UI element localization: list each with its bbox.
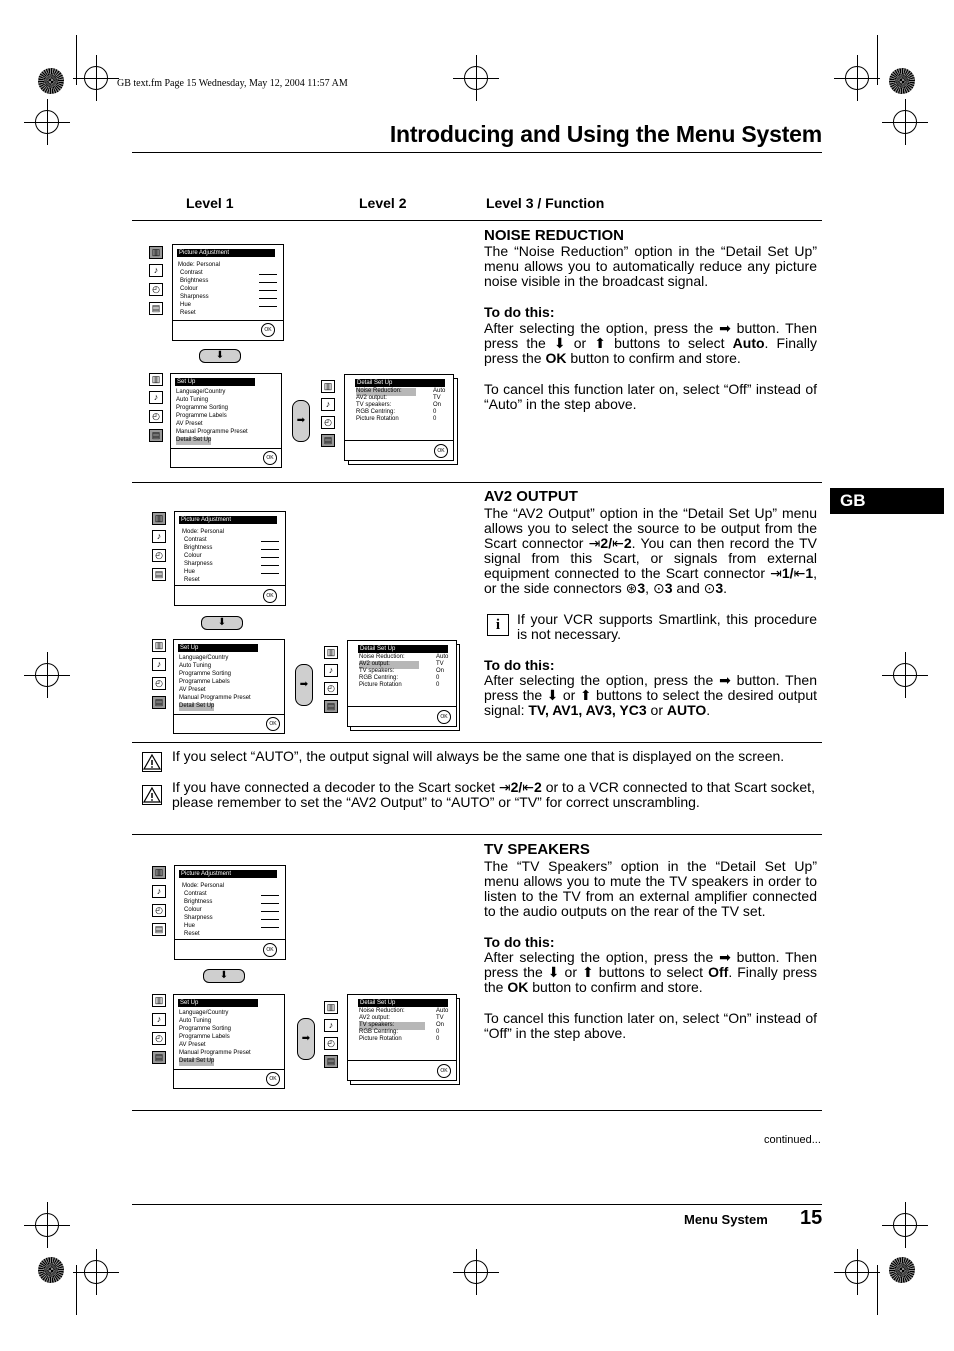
scart-input-icon: ⇥ bbox=[770, 565, 782, 581]
timer-menu-icon: ◴ bbox=[324, 682, 338, 695]
menu-item-selected: Noise Reduction: bbox=[356, 388, 416, 396]
slider-bar bbox=[259, 306, 277, 307]
speakers-cancel-text: To cancel this function later on, select “On” instead of “Off” in the step above. bbox=[484, 1010, 817, 1041]
detail-set-up-menu bbox=[344, 374, 454, 461]
ok-icon: OK bbox=[437, 1064, 451, 1078]
menu-item: Programme Sorting bbox=[179, 671, 232, 677]
page-title: Introducing and Using the Menu System bbox=[389, 121, 822, 147]
language-tab: GB bbox=[830, 488, 944, 514]
menu-item: Hue bbox=[180, 302, 192, 308]
slider-bar bbox=[259, 282, 277, 283]
menu-value: 0 bbox=[436, 675, 440, 681]
menu-item: Picture Rotation bbox=[356, 416, 399, 422]
menu-value: 0 bbox=[433, 409, 437, 415]
scart1b-label: 1 bbox=[805, 565, 814, 581]
scart-output-icon: ⇤ bbox=[522, 779, 535, 795]
side3a-label: 3 bbox=[637, 580, 646, 596]
menu-item: Hue bbox=[184, 569, 196, 575]
setup-menu-icon: ▤ bbox=[149, 429, 163, 442]
menu-title: Picture Adjustment bbox=[179, 516, 277, 524]
menu-item: RGB Centring: bbox=[359, 675, 399, 681]
registration-rosette bbox=[38, 68, 64, 94]
scart-output-icon: ⇤ bbox=[612, 535, 624, 551]
av2-period: . bbox=[723, 580, 728, 596]
ok-icon: OK bbox=[263, 451, 277, 465]
menu-item: Brightness bbox=[184, 899, 213, 905]
menu-title: Picture Adjustment bbox=[179, 870, 277, 878]
menu-item: Programme Labels bbox=[179, 1034, 230, 1040]
title-rule bbox=[132, 152, 822, 153]
menu-item: Auto Tuning bbox=[176, 397, 209, 403]
set-up-menu bbox=[170, 373, 282, 468]
ok-icon: OK bbox=[261, 323, 275, 337]
section-divider bbox=[132, 834, 822, 835]
av2-output-intro: The “AV2 Output” option in the “Detail Set Up” menu allows you to select the source to be output from the Scart connector ⇥2/⇤2. You can then record the TV signal from this Scart, or signals from external equipment connected to the Scart connector ⇥1/⇤1, or the side connectors ⊛3, ⊙3 and ⊙3. bbox=[484, 505, 818, 596]
picture-menu-icon: ▥ bbox=[324, 1001, 338, 1014]
setup-menu-icon: ▤ bbox=[324, 700, 338, 713]
level1-heading: Level 1 bbox=[186, 195, 234, 211]
crosshair-mark bbox=[84, 66, 108, 90]
menu-item: TV speakers: bbox=[356, 402, 392, 408]
picture-menu-icon: ▥ bbox=[152, 639, 166, 652]
ok-button-label: OK bbox=[545, 350, 567, 366]
ok-icon: OK bbox=[266, 717, 280, 731]
timer-menu-icon: ◴ bbox=[149, 410, 163, 423]
menu-item-selected: TV speakers: bbox=[359, 1022, 425, 1030]
slider-bar bbox=[261, 895, 279, 896]
noise-auto-option: Auto bbox=[732, 335, 765, 351]
down-arrow-button: ⬇ bbox=[201, 616, 243, 630]
menu-item-selected: Detail Set Up bbox=[179, 703, 215, 709]
menu-value: TV bbox=[436, 1015, 444, 1021]
menu-item: Sharpness bbox=[184, 915, 213, 921]
speakers-step1: After selecting the option, press the ➡ button. Then press the ⬇ or ⬆ buttons to select bbox=[484, 949, 817, 980]
sound-menu-icon: ♪ bbox=[324, 664, 338, 677]
sound-menu-icon: ♪ bbox=[149, 391, 163, 404]
noise-step2: . Finally press the bbox=[484, 335, 817, 366]
crop-mark bbox=[76, 1265, 77, 1315]
menu-separator bbox=[174, 1069, 284, 1070]
slider-bar bbox=[259, 274, 277, 275]
slider-bar bbox=[259, 290, 277, 291]
slider-bar bbox=[261, 557, 279, 558]
menu-item: Reset bbox=[180, 310, 196, 316]
timer-menu-icon: ◴ bbox=[152, 1032, 166, 1045]
menu-item: Contrast bbox=[184, 537, 207, 543]
menu-item: Language/Country bbox=[179, 655, 229, 661]
menu-mode: Mode: Personal bbox=[178, 262, 221, 268]
svideo-icon: ⊛ bbox=[625, 580, 638, 596]
menu-item: Reset bbox=[184, 577, 200, 583]
set-up-menu bbox=[173, 639, 285, 734]
menu-title: Set Up bbox=[175, 378, 255, 386]
warning-scart2: 2/ bbox=[510, 779, 523, 795]
menu-item: TV speakers: bbox=[359, 668, 395, 674]
noise-steps bbox=[484, 321, 817, 366]
slider-bar bbox=[261, 919, 279, 920]
menu-item: Programme Labels bbox=[179, 679, 230, 685]
menu-item: Picture Rotation bbox=[359, 1036, 402, 1042]
slider-bar bbox=[261, 565, 279, 566]
menu-item: AV Preset bbox=[176, 421, 203, 427]
speakers-step3: button to confirm and store. bbox=[528, 979, 703, 995]
crop-mark bbox=[76, 35, 77, 85]
scart-input-icon: ⇥ bbox=[498, 779, 511, 795]
slider-bar bbox=[261, 541, 279, 542]
sound-menu-icon: ♪ bbox=[321, 398, 335, 411]
crosshair-mark bbox=[84, 1260, 108, 1284]
menu-separator bbox=[348, 1060, 456, 1061]
scart2b-label: 2 bbox=[623, 535, 632, 551]
speakers-todo-heading: To do this: bbox=[484, 934, 555, 950]
side3b-label: 3 bbox=[664, 580, 673, 596]
section-divider bbox=[132, 220, 822, 221]
menu-item: Programme Labels bbox=[176, 413, 227, 419]
smartlink-note: If your VCR supports Smartlink, this procedure is not necessary. bbox=[517, 611, 817, 642]
info-icon: i bbox=[487, 614, 509, 636]
av2-auto-option: AUTO bbox=[666, 702, 707, 718]
detail-set-up-menu bbox=[347, 640, 457, 727]
menu-item: Brightness bbox=[180, 278, 209, 284]
menu-value: Auto bbox=[436, 1008, 449, 1014]
menu-title: Detail Set Up bbox=[358, 999, 448, 1007]
menu-value: TV bbox=[436, 661, 444, 667]
ok-icon: OK bbox=[266, 1072, 280, 1086]
menu-value: On bbox=[436, 1022, 445, 1028]
picture-menu-icon: ▥ bbox=[321, 380, 335, 393]
warning-decoder bbox=[172, 780, 817, 810]
speakers-step2: . Finally press the bbox=[484, 964, 817, 995]
set-up-menu bbox=[173, 994, 285, 1089]
right-arrow-button: ➡ bbox=[292, 400, 310, 442]
scart-input-icon: ⇥ bbox=[588, 535, 601, 551]
registration-rosette bbox=[38, 1257, 64, 1283]
tv-speakers-intro: The “TV Speakers” option in the “Detail Set Up” menu allows you to mute the TV speakers in order to listen to the TV from an external amplifier connected to the audio outputs on the rear of the TV set. bbox=[484, 858, 817, 919]
ok-icon: OK bbox=[263, 943, 277, 957]
audio-icon: ⊙ bbox=[703, 580, 716, 596]
crosshair-mark bbox=[35, 663, 59, 687]
menu-item: Noise Reduction: bbox=[359, 1008, 405, 1014]
side3c-label: 3 bbox=[715, 580, 724, 596]
slider-bar bbox=[261, 573, 279, 574]
registration-rosette bbox=[889, 1257, 915, 1283]
crop-mark bbox=[877, 35, 878, 85]
crosshair-mark bbox=[845, 66, 869, 90]
warning-decoder-a: If you have connected a decoder to the Scart socket bbox=[172, 779, 499, 795]
menu-item: Colour bbox=[184, 907, 202, 913]
slider-bar bbox=[261, 549, 279, 550]
slider-bar bbox=[261, 911, 279, 912]
scart-output-icon: ⇤ bbox=[793, 565, 806, 581]
menu-item: AV Preset bbox=[179, 687, 206, 693]
picture-adjustment-menu bbox=[174, 511, 286, 606]
menu-item: Picture Rotation bbox=[359, 682, 402, 688]
video-icon: ⊙ bbox=[652, 580, 665, 596]
menu-title: Detail Set Up bbox=[355, 379, 445, 387]
menu-value: On bbox=[433, 402, 442, 408]
menu-item: Reset bbox=[184, 931, 200, 937]
menu-separator bbox=[345, 440, 453, 441]
crosshair-mark bbox=[35, 110, 59, 134]
ok-icon: OK bbox=[434, 444, 448, 458]
menu-item-selected: Detail Set Up bbox=[179, 1058, 215, 1064]
sound-menu-icon: ♪ bbox=[152, 885, 166, 898]
sound-menu-icon: ♪ bbox=[324, 1019, 338, 1032]
menu-item: Hue bbox=[184, 923, 196, 929]
menu-separator bbox=[175, 585, 285, 586]
sound-menu-icon: ♪ bbox=[149, 264, 163, 277]
slider-bar bbox=[261, 927, 279, 928]
menu-item: AV Preset bbox=[179, 1042, 206, 1048]
av2-end: . bbox=[706, 702, 711, 718]
level3-heading: Level 3 / Function bbox=[486, 195, 605, 211]
picture-menu-icon: ▥ bbox=[152, 512, 166, 525]
section-divider bbox=[132, 1110, 822, 1111]
setup-menu-icon: ▤ bbox=[321, 434, 335, 447]
timer-menu-icon: ◴ bbox=[152, 904, 166, 917]
sound-menu-icon: ♪ bbox=[152, 530, 166, 543]
menu-value: Auto bbox=[436, 654, 449, 660]
menu-value: 0 bbox=[433, 416, 437, 422]
sound-menu-icon: ♪ bbox=[152, 1013, 166, 1026]
menu-separator bbox=[171, 448, 281, 449]
av2-intro-c: , or the side connectors bbox=[484, 565, 817, 596]
crosshair-mark bbox=[893, 663, 917, 687]
level2-heading: Level 2 bbox=[359, 195, 407, 211]
av2-intro-a: The “AV2 Output” option in the “Detail Set Up” menu allows you to select the source to be output from the Scart connector bbox=[484, 505, 817, 551]
menu-item: AV2 output: bbox=[356, 395, 387, 401]
menu-item: RGB Centring: bbox=[356, 409, 396, 415]
setup-menu-icon: ▤ bbox=[152, 923, 166, 936]
page-number: 15 bbox=[800, 1207, 823, 1229]
speakers-off-option: Off bbox=[708, 964, 729, 980]
noise-cancel-text: To cancel this function later on, select “Off” instead of “Auto” in the step above. bbox=[484, 381, 817, 412]
menu-item: Language/Country bbox=[179, 1010, 229, 1016]
menu-value: Auto bbox=[433, 388, 446, 394]
menu-item: Programme Sorting bbox=[176, 405, 229, 411]
registration-rosette bbox=[889, 68, 915, 94]
menu-item: Contrast bbox=[184, 891, 207, 897]
crop-mark bbox=[877, 1265, 878, 1315]
menu-item-selected: Detail Set Up bbox=[176, 437, 212, 443]
warning-icon bbox=[142, 785, 162, 805]
noise-reduction-heading: NOISE REDUCTION bbox=[484, 227, 625, 244]
down-arrow-button: ⬇ bbox=[199, 349, 241, 363]
file-info: GB text.fm Page 15 Wednesday, May 12, 2004 11:57 AM bbox=[117, 78, 348, 89]
menu-item: Auto Tuning bbox=[179, 1018, 212, 1024]
menu-item: Noise Reduction: bbox=[359, 654, 405, 660]
menu-value: TV bbox=[433, 395, 441, 401]
detail-set-up-menu bbox=[347, 994, 457, 1081]
ok-button-label: OK bbox=[507, 979, 529, 995]
timer-menu-icon: ◴ bbox=[324, 1037, 338, 1050]
ok-icon: OK bbox=[437, 710, 451, 724]
noise-reduction-intro: The “Noise Reduction” option in the “Detail Set Up” menu allows you to automatically reduce any picture noise visible in the broadcast signal. bbox=[484, 243, 817, 289]
setup-menu-icon: ▤ bbox=[324, 1055, 338, 1068]
picture-adjustment-menu bbox=[174, 865, 286, 960]
menu-value: 0 bbox=[436, 1036, 440, 1042]
warning-icon bbox=[142, 752, 162, 772]
setup-menu-icon: ▤ bbox=[149, 302, 163, 315]
scart2-label: 2/ bbox=[600, 535, 613, 551]
menu-title: Set Up bbox=[178, 644, 258, 652]
av2-and: and bbox=[672, 580, 704, 596]
av2-steps bbox=[484, 673, 817, 718]
menu-item: Contrast bbox=[180, 270, 203, 276]
noise-step3: button to confirm and store. bbox=[566, 350, 741, 366]
menu-item: Auto Tuning bbox=[179, 663, 212, 669]
setup-menu-icon: ▤ bbox=[152, 568, 166, 581]
timer-menu-icon: ◴ bbox=[149, 283, 163, 296]
timer-menu-icon: ◴ bbox=[152, 677, 166, 690]
menu-separator bbox=[174, 714, 284, 715]
menu-mode: Mode: Personal bbox=[182, 883, 225, 889]
menu-item: Sharpness bbox=[180, 294, 209, 300]
picture-menu-icon: ▥ bbox=[152, 994, 166, 1007]
menu-item: Manual Programme Preset bbox=[179, 1050, 251, 1056]
noise-todo-heading: To do this: bbox=[484, 304, 555, 320]
warning-auto-output: If you select “AUTO”, the output signal will always be the same one that is displayed on the screen. bbox=[172, 748, 785, 764]
slider-bar bbox=[261, 903, 279, 904]
sound-menu-icon: ♪ bbox=[152, 658, 166, 671]
section-divider bbox=[132, 482, 822, 483]
av2-todo-heading: To do this: bbox=[484, 657, 555, 673]
av2-output-heading: AV2 OUTPUT bbox=[484, 488, 578, 505]
crosshair-mark bbox=[893, 1213, 917, 1237]
right-arrow-button: ➡ bbox=[295, 664, 313, 706]
menu-separator bbox=[173, 320, 283, 321]
picture-menu-icon: ▥ bbox=[324, 646, 338, 659]
menu-item: Brightness bbox=[184, 545, 213, 551]
menu-item: Manual Programme Preset bbox=[179, 695, 251, 701]
menu-value: 0 bbox=[436, 682, 440, 688]
menu-item: Sharpness bbox=[184, 561, 213, 567]
crosshair-mark bbox=[464, 1260, 488, 1284]
crosshair-mark bbox=[845, 1260, 869, 1284]
menu-title: Set Up bbox=[178, 999, 258, 1007]
timer-menu-icon: ◴ bbox=[321, 416, 335, 429]
crosshair-mark bbox=[35, 1213, 59, 1237]
continued-note: continued... bbox=[764, 1134, 821, 1146]
menu-separator bbox=[175, 939, 285, 940]
footer-rule bbox=[132, 1204, 822, 1205]
timer-menu-icon: ◴ bbox=[152, 549, 166, 562]
menu-item: Colour bbox=[184, 553, 202, 559]
menu-item: Programme Sorting bbox=[179, 1026, 232, 1032]
av2-or: or bbox=[646, 702, 667, 718]
menu-item: Manual Programme Preset bbox=[176, 429, 248, 435]
av2-intro-b: . You can then record the TV signal from this Scart, or signals from external equipment connected to the Scart connector bbox=[484, 535, 818, 581]
menu-title: Picture Adjustment bbox=[177, 249, 275, 257]
section-divider bbox=[132, 742, 822, 743]
down-arrow-button: ⬇ bbox=[203, 969, 245, 983]
menu-title: Detail Set Up bbox=[358, 645, 448, 653]
picture-menu-icon: ▥ bbox=[152, 866, 166, 879]
picture-menu-icon: ▥ bbox=[149, 246, 163, 259]
picture-menu-icon: ▥ bbox=[149, 373, 163, 386]
picture-adjustment-menu bbox=[172, 244, 284, 341]
menu-item-selected: AV2 output: bbox=[359, 661, 419, 669]
noise-step1: After selecting the option, press the ➡ button. Then press the ⬇ or ⬆ buttons to select bbox=[484, 320, 817, 351]
tv-speakers-heading: TV SPEAKERS bbox=[484, 841, 590, 858]
menu-mode: Mode: Personal bbox=[182, 529, 225, 535]
footer-section-label: Menu System bbox=[684, 1212, 768, 1227]
menu-item: AV2 output: bbox=[359, 1015, 390, 1021]
warning-decoder-b: or to a VCR connected to that Scart socket, please remember to set the “AV2 Output” to “AUTO” or “TV” for correct unscrambling. bbox=[172, 779, 815, 810]
av2-step1: After selecting the option, press the ➡ button. Then press the ⬇ or ⬆ buttons to select the desired output signal: bbox=[484, 672, 817, 718]
scart1-label: 1/ bbox=[781, 565, 794, 581]
menu-value: 0 bbox=[436, 1029, 440, 1035]
crosshair-mark bbox=[893, 110, 917, 134]
menu-item: RGB Centring: bbox=[359, 1029, 399, 1035]
crosshair-mark bbox=[464, 66, 488, 90]
warning-scart2b: 2 bbox=[534, 779, 542, 795]
menu-value: On bbox=[436, 668, 445, 674]
setup-menu-icon: ▤ bbox=[152, 696, 166, 709]
menu-separator bbox=[348, 706, 456, 707]
av2-signal-options: TV, AV1, AV3, YC3 bbox=[528, 702, 647, 718]
ok-icon: OK bbox=[263, 589, 277, 603]
slider-bar bbox=[259, 298, 277, 299]
speakers-steps bbox=[484, 950, 817, 995]
menu-item: Language/Country bbox=[176, 389, 226, 395]
right-arrow-button: ➡ bbox=[297, 1018, 315, 1060]
menu-item: Colour bbox=[180, 286, 198, 292]
setup-menu-icon: ▤ bbox=[152, 1051, 166, 1064]
